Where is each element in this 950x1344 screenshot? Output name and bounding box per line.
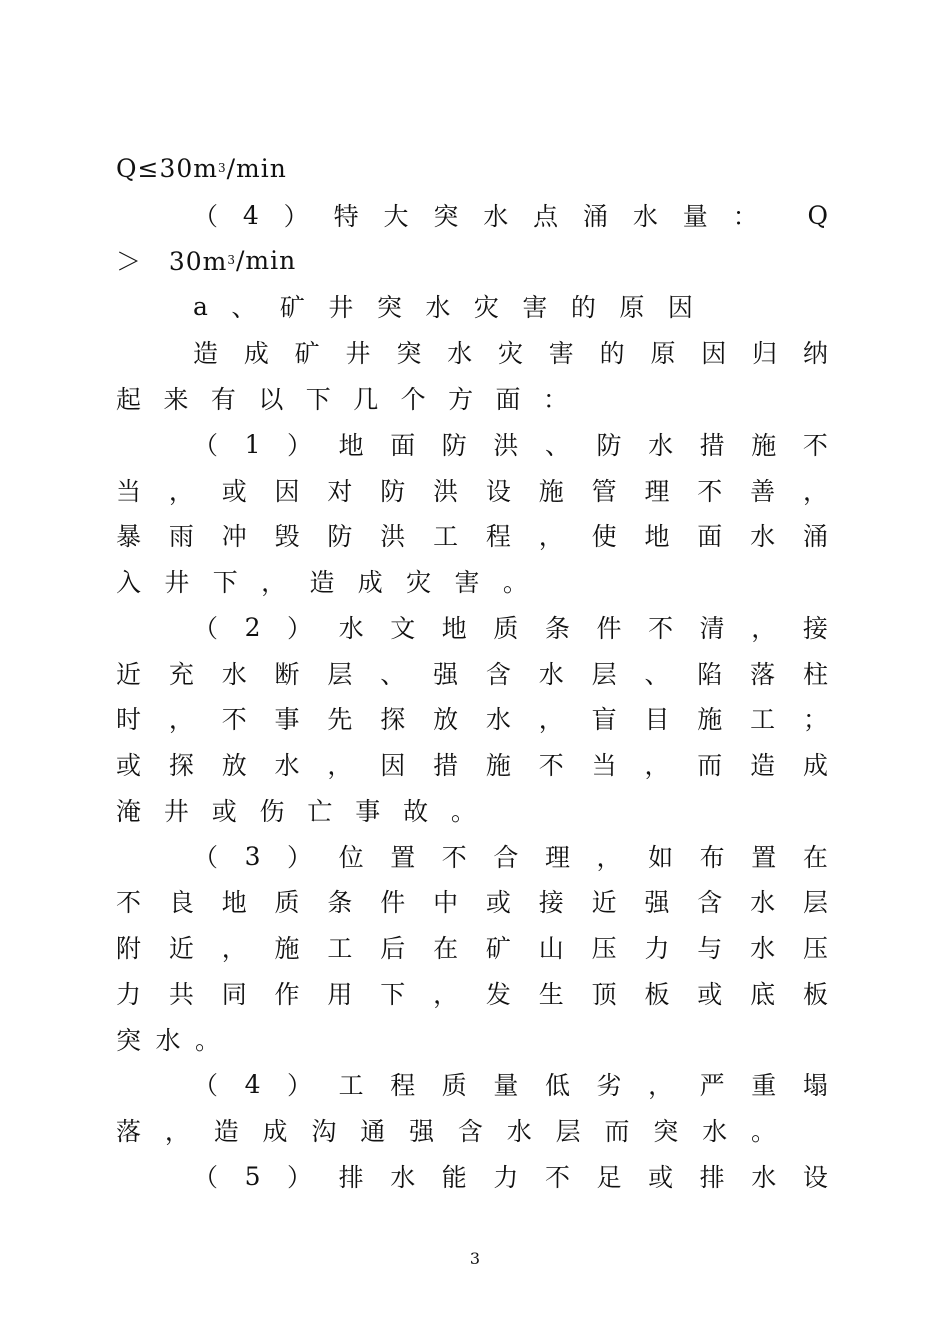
text-line-r1d: 入 井 下 ， 造 成 灾 害 。 [116,568,528,597]
text-line-r3c: 附 近 ， 施 工 后 在 矿 山 压 力 与 水 压 [116,934,828,963]
text-line-r4a: （ 4 ） 工 程 质 量 低 劣 ， 严 重 塌 [193,1069,828,1100]
text-line-p1b: 起 来 有 以 下 几 个 方 面 ： [116,385,568,414]
text-line-r3a: （ 3 ） 位 置 不 合 理 ， 如 布 置 在 [193,841,828,872]
text-line-r4b: 落 ， 造 成 沟 通 强 含 水 层 而 突 水 。 [116,1117,776,1146]
text-line-r3e: 突 水 。 [116,1026,220,1055]
text-line-r2d: 或 探 放 水 ， 因 措 施 不 当 ， 而 造 成 [116,751,828,780]
text-line-r2e: 淹 井 或 伤 亡 事 故 。 [116,797,476,826]
page-number: 3 [469,1249,481,1268]
text-line-r1c: 暴 雨 冲 毁 防 洪 工 程 ， 使 地 面 水 涌 [116,522,828,551]
text-line-r3d: 力 共 同 作 用 下 ， 发 生 顶 板 或 底 板 [116,980,828,1009]
text-line-r1a: （ 1 ） 地 面 防 洪 、 防 水 措 施 不 [193,429,828,460]
category-4-line: （ 4 ） 特 大 突 水 点 涌 水 量 ： Q [193,200,828,231]
text-line-r1b: 当 ， 或 因 对 防 洪 设 施 管 理 不 善 ， [116,477,828,506]
text-line-r2c: 时 ， 不 事 先 探 放 水 ， 盲 目 施 工 ； [116,705,828,734]
text-line-r3b: 不 良 地 质 条 件 中 或 接 近 强 含 水 层 [116,888,828,917]
text-line-r2a: （ 2 ） 水 文 地 质 条 件 不 清 ， 接 [193,612,828,643]
text-line-r2b: 近 充 水 断 层 、 强 含 水 层 、 陷 落 柱 [116,660,828,689]
formula-line: Q≤30m 3 /min [116,153,287,183]
category-4-formula: ＞ 30m 3 /min [116,245,297,276]
text-line-r5a: （ 5 ） 排 水 能 力 不 足 或 排 水 设 [193,1161,828,1192]
heading-a: a 、 矿 井 突 水 灾 害 的 原 因 [193,291,693,322]
text-line-p1a: 造 成 矿 井 突 水 灾 害 的 原 因 归 纳 [193,339,828,368]
